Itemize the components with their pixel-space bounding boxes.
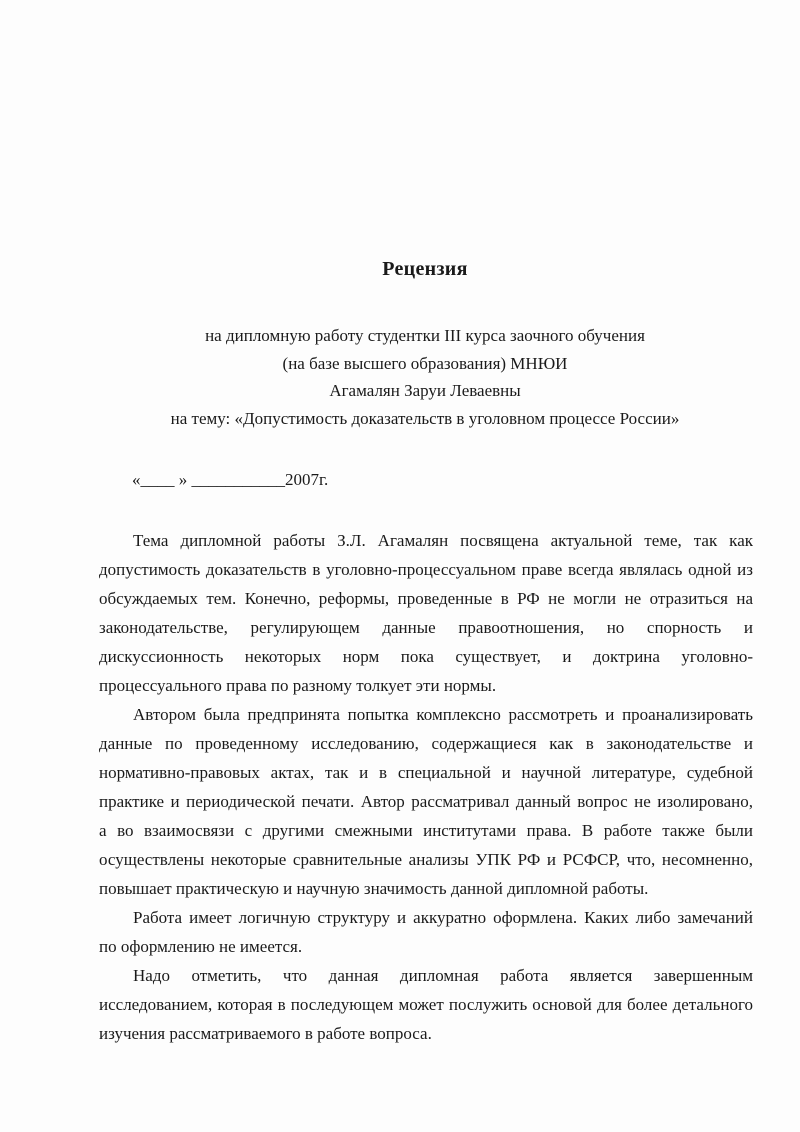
paragraph-line: а во взаимосвязи с другими смежными институтами права. В работе также были: [99, 821, 753, 840]
paragraph-line: осуществлены некоторые сравнительные анализы УПК РФ и РСФСР, что, несомненно,: [99, 850, 753, 869]
document-title: Рецензия: [382, 258, 468, 280]
paragraph-line: Тема дипломной работы З.Л. Агамалян посвящена актуальной теме, так как: [133, 531, 753, 550]
paragraph-2: [99, 700, 753, 903]
review-body: [99, 526, 753, 1048]
paragraph-line: законодательстве, регулирующем данные правоотношения, но спорность и: [99, 618, 753, 637]
subtitle-block: [0, 322, 800, 432]
subtitle-line-work: на дипломную работу студентки III курса заочного обучения: [205, 326, 645, 345]
paragraph-3: [99, 903, 753, 961]
paragraph-4: [99, 961, 753, 1048]
paragraph-line: допустимость доказательств в уголовно-процессуальном праве всегда являлась одной из: [99, 560, 753, 579]
paragraph-line: данные по проведенному исследованию, содержащиеся как в законодательстве и: [99, 734, 753, 753]
paragraph-1: [99, 526, 753, 700]
subtitle-line-topic: на тему: «Допустимость доказательств в уголовном процессе России»: [170, 408, 680, 428]
subtitle-line-institution: (на базе высшего образования) МНЮИ: [282, 353, 568, 373]
paragraph-line: исследованием, которая в последующем может послужить основой для более детального: [99, 995, 753, 1014]
date-line: «____ » ___________2007г.: [132, 470, 329, 489]
paragraph-line: практике и периодической печати. Автор рассматривал данный вопрос не изолировано,: [99, 792, 753, 811]
paragraph-line: дискуссионность некоторых норм пока существует, и доктрина уголовно-: [99, 647, 753, 666]
paragraph-line: Надо отметить, что данная дипломная работа является завершенным: [133, 966, 753, 985]
paragraph-line: Работа имеет логичную структуру и аккуратно оформлена. Каких либо замечаний: [133, 908, 753, 927]
paragraph-line: изучения рассматриваемого в работе вопроса.: [99, 1024, 432, 1043]
paragraph-line: повышает практическую и научную значимость данной дипломной работы.: [99, 879, 649, 898]
paragraph-line: процессуального права по разному толкует эти нормы.: [99, 676, 497, 695]
subtitle-line-student-name: Агамалян Заруи Леваевны: [329, 381, 521, 400]
paragraph-line: Автором была предпринята попытка комплексно рассмотреть и проанализировать: [133, 705, 753, 724]
paragraph-line: по оформлению не имеется.: [99, 937, 303, 956]
paragraph-line: обсуждаемых тем. Конечно, реформы, проведенные в РФ не могли не отразиться на: [99, 589, 753, 608]
paragraph-line: нормативно-правовых актах, так и в специальной и научной литературе, судебной: [99, 763, 753, 782]
